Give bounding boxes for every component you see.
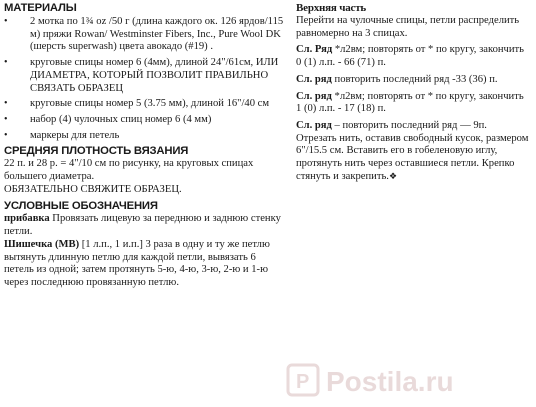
row-label: Сл. ряд [296,119,332,131]
pattern-row [296,91,529,116]
materials-item-text: маркеры для петель [30,129,120,141]
row-text: – повторить последний ряд — 9п. Отрезать нить, оставив свободный кусок, размером 6"/15.5 см. Вставить его в гобеленовую иглу, протянуть нить через оставшиеся петли. Крепко стянуть и закрепить. [296,119,529,182]
abbreviation-definition: [1 л.п., 1 и.п.] 3 раза в одну и ту же петлю вытянуть длинную петлю для каждой петли, вывязать 6 петель из одной; затем протянуть 5-ю, 4-ю, 3-ю, 2-ю и 1-ю через последнюю провязанную петлю. [4,238,270,288]
left-column [4,2,287,290]
row-text: повторить последний ряд -33 (36) п. [331,73,498,85]
gauge-heading: СРЕДНЯЯ ПЛОТНОСТЬ ВЯЗАНИЯ [4,145,189,158]
row-text: *л2вм; повторять от * по кругу, закончить 0 (1) л.п. - 66 (71) п. [296,44,524,69]
abbreviation-entry [4,239,287,290]
abbreviation-term: прибавка [4,213,50,225]
materials-item-text: 2 мотка по 1¾ oz /50 г (длина каждого ок. 126 ярдов/115 м) пряжи Rowan/ Westminster Fibers, Inc., Pure Wool DK (шерсть superwash) цвета авокадо (#19) . [30,16,284,53]
abbreviation-definition: Провязать лицевую за переднюю и заднюю стенку петли. [4,213,281,238]
materials-item-text: круговые спицы номер 6 (4мм), длиной 24"/61см, ИЛИ ДИАМЕТРА, КОТОРЫЙ ПОЗВОЛИТ ПРАВИЛЬНО СВЯЗАТЬ ОБРАЗЕЦ [30,57,279,94]
materials-item-2 [4,57,287,95]
materials-item-1 [4,16,287,54]
gauge-text: 22 п. и 28 р. = 4"/10 см по рисунку, на круговых спицах большего диаметра. [4,158,254,183]
materials-list [4,16,287,142]
abbreviations-heading: УСЛОВНЫЕ ОБОЗНАЧЕНИЯ [4,200,158,213]
watermark-logo [286,361,526,401]
svg-text:P: P [296,371,310,393]
right-column [296,2,529,183]
abbreviation-entry [4,213,287,238]
materials-heading: МАТЕРИАЛЫ [4,2,77,14]
bullet-icon: • [4,129,8,141]
materials-item-text: набор (4) чулочных спиц номер 6 (4 мм) [30,113,212,125]
materials-item-4 [4,114,287,127]
materials-item-text: круговые спицы номер 5 (3.75 мм), длиной 16"/40 см [30,98,270,110]
bullet-icon: • [4,57,8,69]
materials-item-3 [4,98,287,111]
abbreviation-term: Шишечка (MB) [4,238,80,250]
row-text: *л2вм; повторять от * по кругу, закончить 1 (0) л.п. - 17 (18) п. [296,90,524,115]
row-label: Сл. Ряд [296,44,333,56]
pattern-row [296,74,529,87]
bullet-icon: • [4,16,8,27]
watermark-text: Postila.ru [326,366,454,397]
top-heading: Верхняя часть [296,2,367,14]
pattern-row [296,44,529,69]
materials-item-5 [4,130,287,143]
row-label: Сл. ряд [296,90,332,102]
bullet-icon: • [4,113,8,125]
top-intro: Перейти на чулочные спицы, петли распределить равномерно на 3 спицах. [296,15,520,39]
row-label: Сл. ряд [296,73,332,85]
gauge-note: ОБЯЗАТЕЛЬНО СВЯЖИТЕ ОБРАЗЕЦ. [4,183,182,195]
end-ornament-icon: ❖ [388,171,398,182]
bullet-icon: • [4,98,8,110]
pattern-row [296,120,529,184]
